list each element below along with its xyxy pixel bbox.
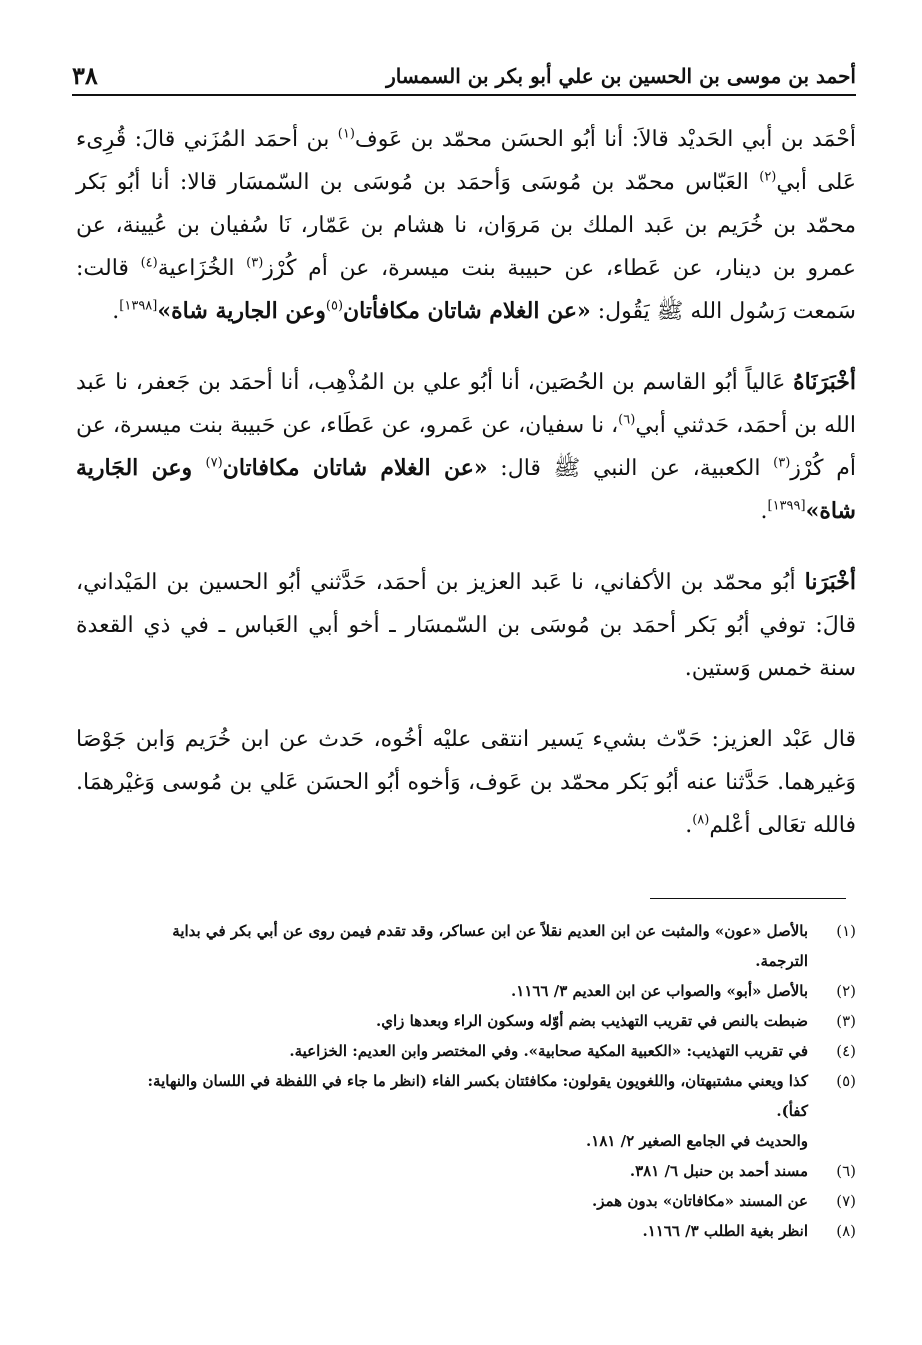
- text-segment: ، نا سفيان، عن عَمرو، عن عَطَاء، عن حَبيبة بنت ميسرة، عن أم كُرْز: [76, 413, 856, 481]
- footnote-text: بالأصل «أبو» والصواب عن ابن العديم ٣/ ١١٦٦.: [511, 982, 808, 1000]
- footnote-number: (٦): [836, 1162, 856, 1180]
- text-segment: .: [685, 813, 693, 838]
- text-segment: .: [760, 499, 768, 524]
- footnote-number: (٣): [836, 1012, 856, 1030]
- paragraph-lead: أخْبَرَنا: [804, 569, 856, 595]
- footnote-text: انظر بغية الطلب ٣/ ١١٦٦.: [642, 1222, 808, 1240]
- footnote-text: ضبطت بالنص في تقريب التهذيب بضم أوّله وسكون الراء وبعدها زاي.: [376, 1012, 808, 1030]
- hadith-text: وعن الجارية شاة»: [157, 298, 326, 324]
- hadith-number: [١٣٩٨]: [119, 298, 158, 314]
- text-segment: الكعبية، عن النبي ﷺ قال:: [487, 456, 774, 481]
- running-title: أحمد بن موسى بن الحسين بن علي أبو بكر بن السمسار: [386, 64, 856, 88]
- footnote-item: [72, 1066, 856, 1126]
- hadith-text: «عن الغلام شاتان مكافاتان: [222, 455, 488, 481]
- paragraph-lead: أخْبَرَنَاهُ: [793, 369, 856, 395]
- footnote-ref: (١): [337, 126, 355, 142]
- footnote-item: [72, 1006, 856, 1036]
- text-segment: الخُزَاعية: [157, 256, 247, 281]
- footnote-text: في تقريب التهذيب: «الكعبية المكية صحابية». وفي المختصر وابن العديم: الخزاعية.: [289, 1042, 808, 1060]
- footnote-item: [72, 1216, 856, 1246]
- footnote-number: (٥): [836, 1072, 856, 1090]
- text-segment: بن أحمَد المُزَني قالَ: قُرِىء عَلى أبي: [76, 127, 857, 195]
- page-number: ٣٨: [72, 61, 98, 90]
- footnote-number: (١): [836, 922, 856, 940]
- paragraph-2: [76, 361, 856, 533]
- hadith-text: وعن الجَارية شاة»: [76, 455, 856, 524]
- footnote-item: [72, 1036, 856, 1066]
- footnote-number: (٧): [836, 1192, 856, 1210]
- footnote-ref: (٥): [325, 298, 344, 314]
- text-segment: عَالياً أبُو القاسم بن الحُصَين، أنا أبُو علي بن المُذْهِب، أنا أحمَد بن جَعفر، نا عَبد الله بن أحمَد، حَدثني أبي: [76, 370, 856, 438]
- footnote-number: [808, 1126, 856, 1156]
- footnote-text: بالأصل «عون» والمثبت عن ابن العديم نقلاً عن ابن عساكر، وقد تقدم فيمن روى عن أبي بكر في بداية: [172, 922, 808, 940]
- main-text: [76, 118, 856, 847]
- text-segment: أبُو محمّد بن الأكفاني، نا عَبد العزيز بن أحمَد، حَدَّثني أبُو الحسين بن المَيْداني، قالَ: توفي أبُو بَكر أحمَد بن مُوسَى بن السّمسَار ـ أخو أبي العَباس ـ في ذي القعدة سنة خمس وَستين.: [76, 570, 856, 681]
- footnote-number: (٨): [836, 1222, 856, 1240]
- footnote-text: والحديث في الجامع الصغير ٢/ ١٨١.: [586, 1132, 808, 1150]
- text-segment: قال عَبْد العزيز: حَدّث بشيء يَسير انتقى عليْه أخُوه، حَدث عن ابن خُرَيم وَابن جَوْصَا وَغيرهما. حَدَّثنا عنه أبُو بَكر محمّد بن عَوف، وَأخوه أبُو الحسَن عَلي بن مُوسى وَغيْرهمَا. فالله تعَالى أعْلم: [76, 727, 856, 838]
- footnote-ref: (٦): [618, 412, 636, 428]
- footnote-ref: (٣): [246, 255, 264, 271]
- paragraph-3: [76, 561, 856, 690]
- footnote-item: [72, 916, 856, 976]
- paragraph-4: [76, 718, 856, 847]
- footnote-ref: (٤): [140, 255, 158, 271]
- footnote-text: مسند أحمد بن حنبل ٦/ ٣٨١.: [629, 1162, 808, 1180]
- hadith-text: «عن الغلام شاتان مكافأتان: [343, 298, 591, 324]
- hadith-number: [١٣٩٩]: [767, 498, 806, 514]
- text-segment: .: [112, 299, 120, 324]
- paragraph-1: [76, 118, 856, 333]
- footnotes: [72, 916, 856, 1246]
- footnote-ref: (٣): [773, 455, 791, 471]
- text-segment: العَبّاس محمّد بن مُوسَى وَأحمَد بن مُوسَى بن السّمسَار قالا: أنا أبُو بَكر محمّد بن خُرَيم بن عَبد الملك بن مَروَان، نا هشام بن عَمّار، نَا سُفيان بن عُيينة، عن عمرو بن دينار، عن عَطاء، عن حبيبة بنت ميسرة، عن أم كُرْز: [76, 170, 856, 281]
- footnote-item: [72, 1126, 856, 1156]
- footnote-text: كذا ويعني مشتبهتان، واللغويون يقولون: مكافئتان بكسر الفاء (انظر ما جاء في اللفظة في اللسان والنهاية:: [147, 1072, 808, 1090]
- footnote-text: عن المسند «مكافاتان» بدون همز.: [592, 1192, 808, 1210]
- footnote-continuation: كفأ).: [776, 1102, 808, 1120]
- footnote-item: [72, 976, 856, 1006]
- text-segment: قالت: سَمعت رَسُول الله ﷺ يَقُول:: [76, 256, 856, 324]
- footnote-item: [72, 1186, 856, 1216]
- footnote-ref: (٧): [205, 455, 223, 471]
- footnote-ref: (٨): [692, 812, 710, 828]
- footnote-number: (٤): [836, 1042, 856, 1060]
- footnote-continuation: الترجمة.: [755, 952, 808, 970]
- footnote-separator: [650, 898, 846, 899]
- footnote-ref: (٢): [759, 169, 777, 185]
- footnote-item: [72, 1156, 856, 1186]
- page-header: [72, 58, 856, 96]
- footnote-number: (٢): [836, 982, 856, 1000]
- text-segment: أحْمَد بن أبي الحَديْد قالاَ: أنا أبُو الحسَن محمّد بن عَوف: [354, 127, 856, 152]
